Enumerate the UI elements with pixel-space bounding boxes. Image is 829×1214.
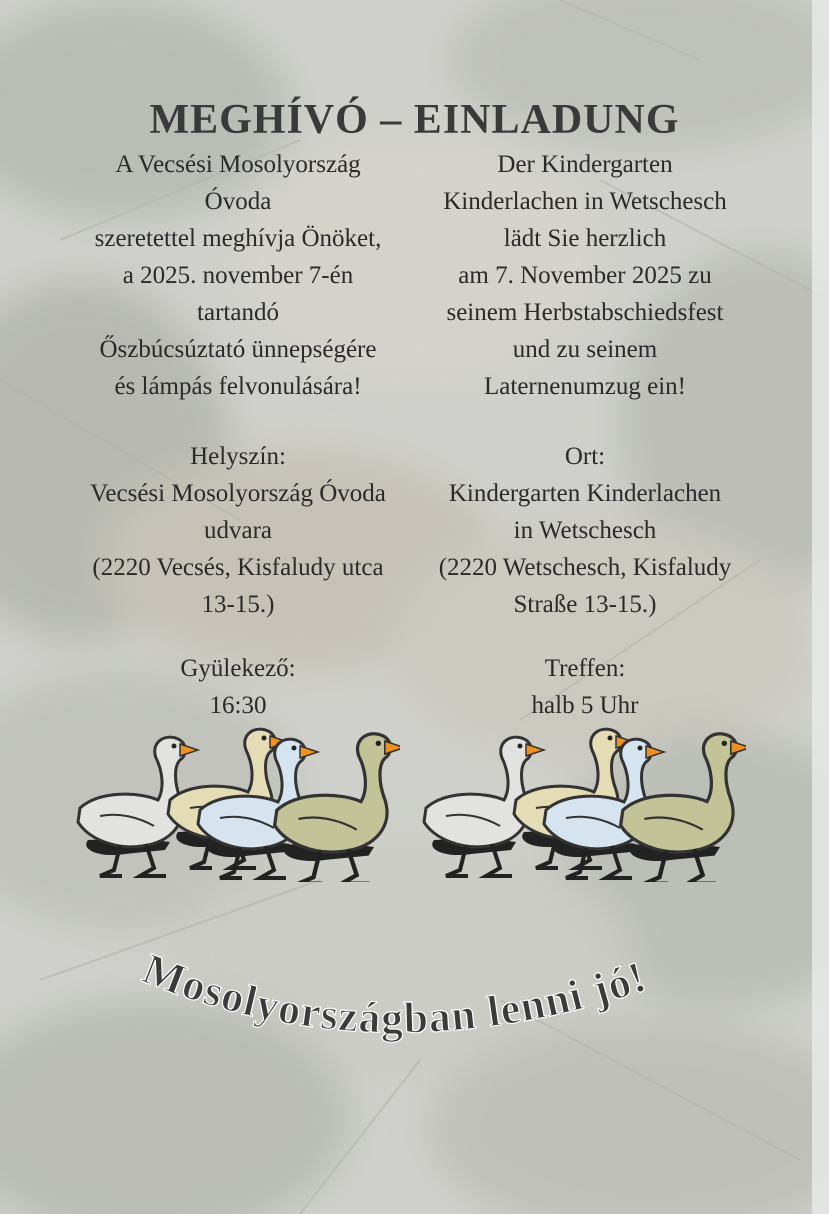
hu-intro-line: Őszbúcsúztató ünnepségére <box>99 336 377 363</box>
de-location-line: (2220 Wetschesch, Kisfaludy <box>438 554 732 581</box>
de-intro-line: Kinderlachen in Wetschesch <box>443 188 727 215</box>
geese-illustration-left <box>70 722 400 882</box>
hu-intro-line: és lámpás felvonulására! <box>114 373 362 400</box>
hungarian-intro <box>58 146 418 405</box>
motto-text: Mosolyországban lenni jó! <box>136 943 653 1043</box>
hu-intro-line: szeretettel meghívja Önöket, <box>94 225 382 252</box>
hu-location-line: Vecsési Mosolyország Óvoda <box>90 480 386 507</box>
invitation-title: MEGHÍVÓ – EINLADUNG <box>149 97 680 143</box>
de-location-line: in Wetschesch <box>513 517 657 544</box>
german-meeting <box>405 650 765 724</box>
de-intro-line: und zu seinem <box>512 336 658 363</box>
german-location <box>405 438 765 623</box>
german-intro <box>405 146 765 405</box>
motto-arc <box>100 930 740 1070</box>
de-intro-line: seinem Herbstabschiedsfest <box>446 299 724 326</box>
hu-meeting-label: Gyülekező: <box>180 655 296 682</box>
hu-intro-line: Óvoda <box>204 188 272 215</box>
hu-intro-line: A Vecsési Mosolyország <box>115 151 361 178</box>
hu-location-line: 13-15.) <box>201 591 275 618</box>
de-location-line: Straße 13-15.) <box>513 591 657 618</box>
de-location-line: Kindergarten Kinderlachen <box>448 480 722 507</box>
de-intro-line: lädt Sie herzlich <box>503 225 667 252</box>
de-meeting-time: halb 5 Uhr <box>531 692 639 719</box>
hu-intro-line: a 2025. november 7-én <box>122 262 354 289</box>
geese-illustration-right <box>416 722 746 882</box>
hu-intro-line: tartandó <box>197 299 279 326</box>
de-intro-line: Der Kindergarten <box>497 151 673 178</box>
de-location-label: Ort: <box>564 443 606 470</box>
hu-location-line: (2220 Vecsés, Kisfaludy utca <box>92 554 384 581</box>
hu-location-line: udvara <box>203 517 273 544</box>
hu-location-label: Helyszín: <box>190 443 286 470</box>
svg-text:Mosolyországban lenni jó! <box>136 944 652 1043</box>
hu-meeting-time: 16:30 <box>209 692 267 719</box>
motto-banner <box>100 930 740 1070</box>
de-meeting-label: Treffen: <box>544 655 626 682</box>
de-intro-line: Laternenumzug ein! <box>484 373 686 400</box>
hungarian-location <box>58 438 418 623</box>
de-intro-line: am 7. November 2025 zu <box>458 262 712 289</box>
hungarian-meeting <box>58 650 418 724</box>
